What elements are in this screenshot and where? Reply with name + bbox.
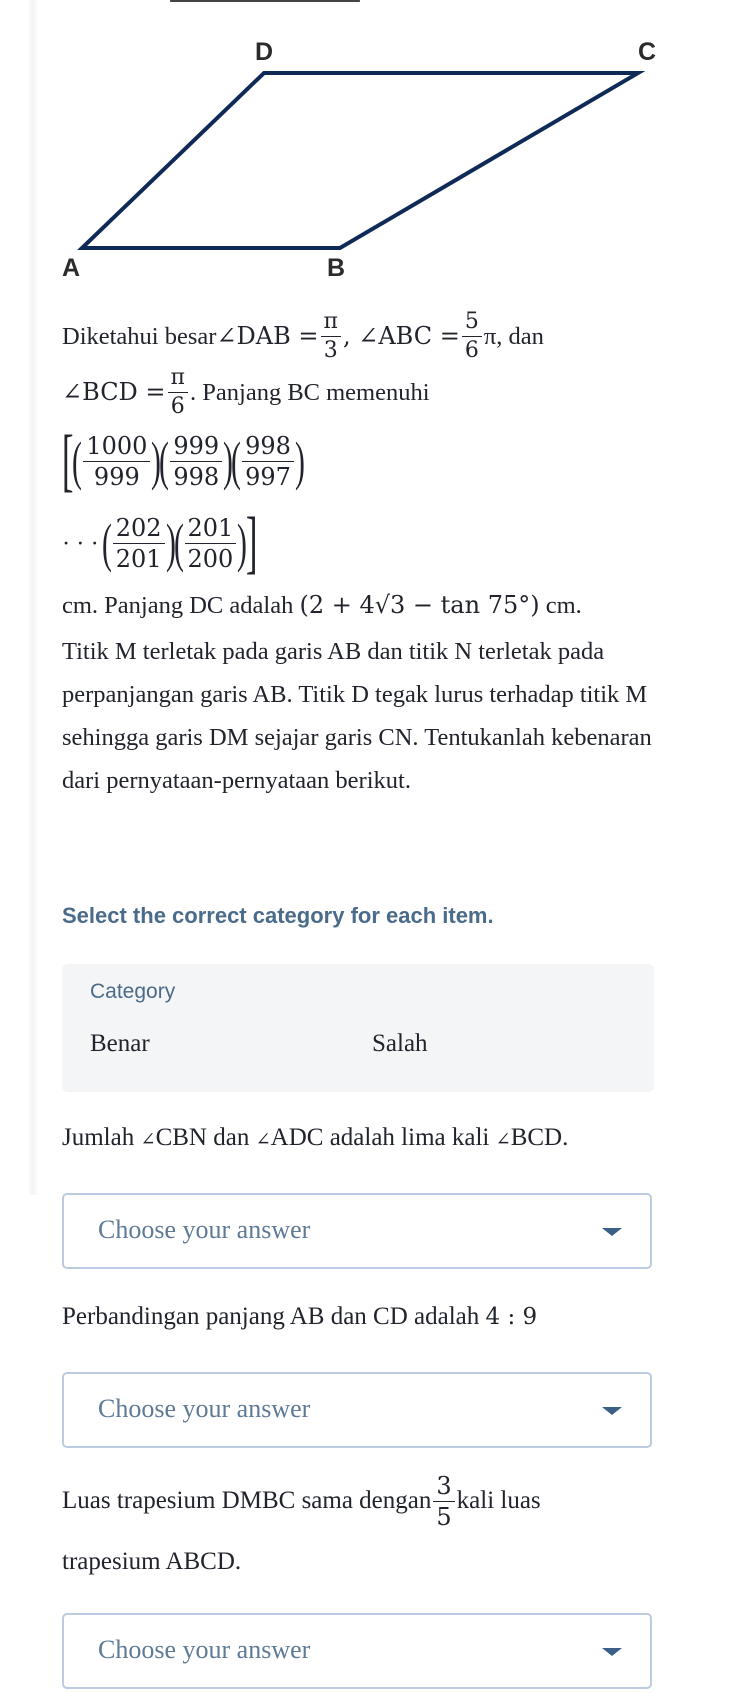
- category-option-benar: Benar: [90, 1030, 150, 1057]
- angle-abc: , ∠ABC =: [342, 321, 460, 350]
- close-bracket: ]: [246, 504, 258, 581]
- chevron-down-icon: [602, 1228, 622, 1236]
- open-bracket: [: [61, 422, 74, 499]
- fraction-3-over-5: [433, 1471, 454, 1531]
- denominator: 201: [115, 544, 162, 573]
- parallelogram-figure: [0, 0, 743, 290]
- paren: ): [223, 431, 234, 491]
- vertex-label-b: B: [327, 254, 346, 282]
- problem-line-1: [62, 308, 662, 364]
- chevron-down-icon: [602, 1407, 622, 1415]
- vertex-label-d: D: [255, 38, 274, 66]
- paren: (: [101, 513, 112, 573]
- fraction-202-201: [113, 513, 165, 573]
- dc-expression: (2 + 4√3 − tan 75°): [299, 591, 540, 619]
- angle-bcd: ∠BCD =: [62, 377, 166, 406]
- answer-dropdown-1[interactable]: [62, 1193, 652, 1269]
- answer-dropdown-3[interactable]: [62, 1613, 652, 1689]
- numerator: π: [321, 311, 341, 337]
- fraction-pi-over-6: [168, 364, 188, 419]
- angle-symbol: ∠: [140, 1129, 156, 1149]
- denominator: 200: [187, 544, 234, 573]
- problem-line-2: [62, 364, 662, 420]
- angle-symbol: ∠: [495, 1129, 511, 1149]
- ellipsis: · · ·: [62, 529, 99, 557]
- parallelogram-abcd: [82, 73, 638, 248]
- category-header: Category: [90, 980, 176, 1003]
- category-box: [62, 964, 654, 1092]
- product-line-1: [62, 420, 662, 502]
- dropdown-placeholder: Choose your answer: [98, 1394, 311, 1423]
- statement-text: ADC adalah lima kali: [270, 1124, 496, 1151]
- dc-intro: cm. Panjang DC adalah: [62, 592, 300, 619]
- numerator: π: [168, 367, 188, 393]
- numerator: 201: [185, 516, 237, 544]
- ratio-value: 4 : 9: [485, 1304, 538, 1330]
- numerator: 202: [113, 516, 165, 544]
- dc-unit: cm.: [539, 592, 582, 619]
- statement-3-line-1: [62, 1466, 662, 1536]
- problem-statement: [62, 308, 662, 802]
- paren: (: [231, 431, 242, 491]
- numerator: 998: [242, 434, 294, 462]
- denominator: 999: [93, 462, 140, 491]
- statement-2: [62, 1291, 662, 1343]
- statement-3: [62, 1466, 662, 1588]
- denominator: 997: [245, 462, 291, 491]
- statement-text: CBN dan: [155, 1124, 256, 1151]
- fraction-pi-over-3: [321, 308, 341, 363]
- denominator: 3: [323, 337, 338, 363]
- paren: ): [294, 431, 305, 491]
- product-line-2: [62, 502, 662, 584]
- paren: ): [151, 431, 162, 491]
- fraction-201-200: [185, 513, 237, 573]
- category-option-salah: Salah: [372, 1030, 428, 1057]
- fraction-1000-999: [83, 431, 150, 491]
- paren: ): [165, 513, 176, 573]
- denominator: 998: [173, 462, 220, 491]
- numerator: 999: [170, 434, 222, 462]
- angle-dab: ∠DAB =: [216, 321, 319, 350]
- statement-1: [62, 1112, 662, 1165]
- dropdown-placeholder: Choose your answer: [98, 1215, 311, 1244]
- vertex-label-c: C: [638, 38, 657, 66]
- statement-text: Luas trapesium DMBC sama dengan: [62, 1487, 432, 1514]
- vertex-label-a: A: [62, 254, 81, 282]
- bc-sentence: . Panjang BC memenuhi: [190, 378, 430, 406]
- statement-text: Perbandingan panjang AB dan CD adalah: [62, 1303, 486, 1330]
- statement-text: BCD.: [510, 1124, 569, 1151]
- paren: (: [159, 431, 170, 491]
- problem-rest: Titik M terletak pada garis AB dan titik N terletak pada perpanjangan garis AB. Titik D tegak lurus terhadap titik M sehingga garis DM sejajar garis CN. Tentukanlah kebenaran dari pernyataan-pernyataan berikut.: [62, 638, 652, 794]
- dropdown-placeholder: Choose your answer: [98, 1635, 311, 1664]
- answer-dropdown-2[interactable]: [62, 1372, 652, 1448]
- numerator: 5: [462, 311, 482, 337]
- instructions: Select the correct category for each item.: [62, 903, 494, 928]
- statement-text: Jumlah: [62, 1124, 141, 1151]
- paren: (: [173, 513, 184, 573]
- denominator: 6: [464, 337, 479, 363]
- fraction-998-997: [242, 431, 294, 491]
- paren: ): [237, 513, 248, 573]
- fraction-5-over-6: [462, 308, 482, 363]
- chevron-down-icon: [602, 1648, 622, 1656]
- paren: (: [72, 431, 83, 491]
- fraction-999-998: [170, 431, 222, 491]
- numerator: 3: [433, 1474, 454, 1502]
- angle-symbol: ∠: [255, 1129, 271, 1149]
- denominator: 6: [170, 393, 185, 419]
- numerator: 1000: [83, 434, 150, 462]
- pi-dan: π, dan: [483, 322, 544, 350]
- denominator: 5: [436, 1502, 452, 1531]
- statement-text: kali luas: [456, 1487, 541, 1514]
- problem-line-5: [62, 584, 662, 630]
- statement-3-line-2: trapesium ABCD.: [62, 1548, 242, 1575]
- problem-intro: Diketahui besar: [62, 322, 217, 350]
